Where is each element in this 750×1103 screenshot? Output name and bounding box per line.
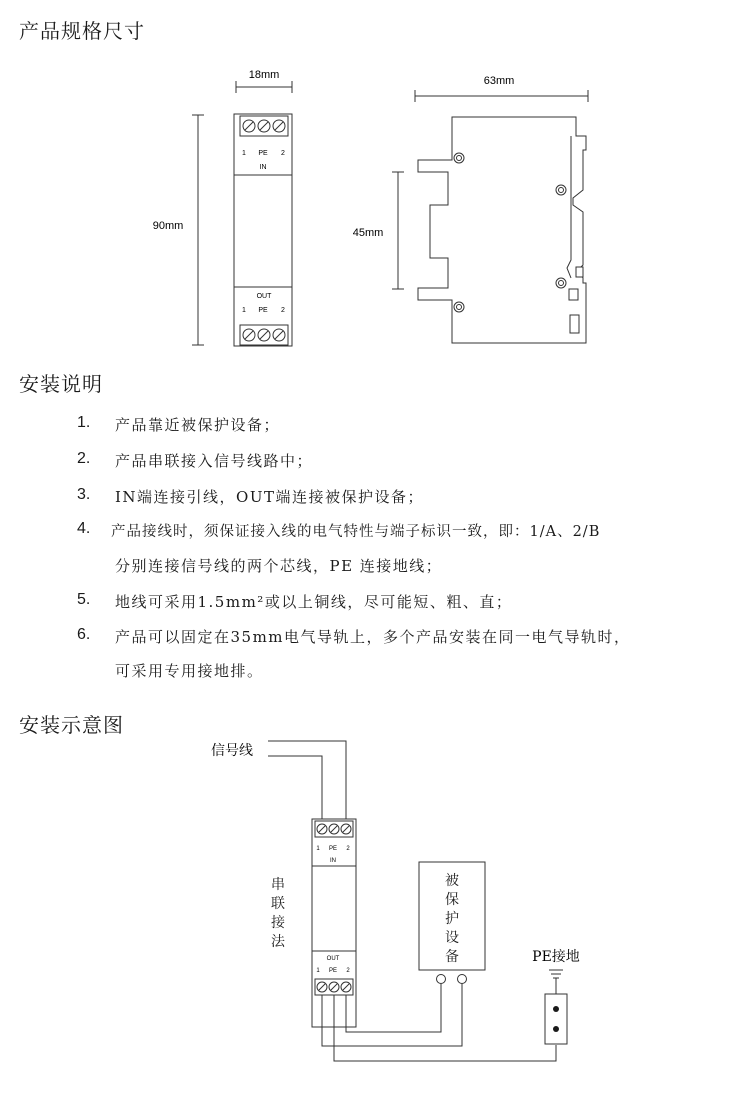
instruction-number: 3. [77,486,91,503]
diagram-top-terminals [317,824,351,834]
instruction-number: 5. [77,591,91,608]
svg-text:2: 2 [346,968,350,974]
instruction-number: 4. [77,520,91,537]
svg-text:PE: PE [258,150,268,157]
instruction-number: 1. [77,414,91,431]
series-connection-label: 串联接法 [271,877,285,950]
device-terminal-right [458,975,467,984]
ground-terminal-screw-top [553,1006,559,1012]
instruction-number: 2. [77,450,91,467]
svg-text:1: 1 [242,307,246,314]
signal-wires [268,741,346,820]
svg-text:1: 1 [316,968,320,974]
svg-text:1: 1 [316,846,320,852]
width-front-label: 18mm [248,69,280,81]
svg-text:IN: IN [330,858,336,864]
install-section-title: 安装说明 [19,372,103,396]
instruction-text: 地线可采用1.5mm²或以上铜线，尽可能短、粗、直； [115,593,513,611]
top-screw-terminals [243,120,285,132]
svg-text:OUT: OUT [256,293,272,300]
signal-line-label: 信号线 [211,743,253,759]
spec-section-title: 产品规格尺寸 [19,19,145,43]
svg-text:IN: IN [259,164,267,171]
instruction-text: 产品串联接入信号线路中； [115,452,314,470]
diagram-section-title: 安装示意图 [19,713,124,737]
dimension-drawing [0,0,750,360]
instruction-text: IN端连接引线，OUT端连接被保护设备； [115,488,424,506]
svg-text:2: 2 [346,846,350,852]
protected-device-label: 被保护设备 [445,873,459,965]
instruction-number: 6. [77,626,91,643]
instruction-text: 产品可以固定在35mm电气导轨上，多个产品安装在同一电气导轨时， [115,628,631,646]
bottom-screw-terminals [243,329,285,341]
svg-text:PE: PE [328,968,338,974]
rail-height-label: 45mm [352,227,384,239]
svg-text:1: 1 [242,150,246,157]
output-wires [322,984,556,1061]
svg-text:2: 2 [281,307,285,314]
svg-text:OUT: OUT [326,956,340,962]
ground-symbol [549,970,563,994]
instruction-text: 产品靠近被保护设备； [115,416,281,434]
svg-text:2: 2 [281,150,285,157]
width-side-label: 63mm [483,75,515,87]
instruction-text: 产品接线时，须保证接入线的电气特性与端子标识一致，即：1/A、2/B [111,524,601,540]
wiring-diagram [0,730,750,1103]
instruction-text-continued: 分别连接信号线的两个芯线，PE 连接地线； [115,557,443,575]
diagram-bottom-terminals [317,982,351,992]
instruction-text-continued: 可采用专用接地排。 [115,662,264,680]
ground-terminal-screw-bottom [553,1026,559,1032]
height-label: 90mm [152,220,184,232]
device-terminal-left [437,975,446,984]
pe-ground-label: PE接地 [532,949,580,965]
ground-terminal-block [545,994,567,1044]
svg-text:PE: PE [258,307,268,314]
svg-text:PE: PE [328,846,338,852]
side-profile [418,117,586,343]
